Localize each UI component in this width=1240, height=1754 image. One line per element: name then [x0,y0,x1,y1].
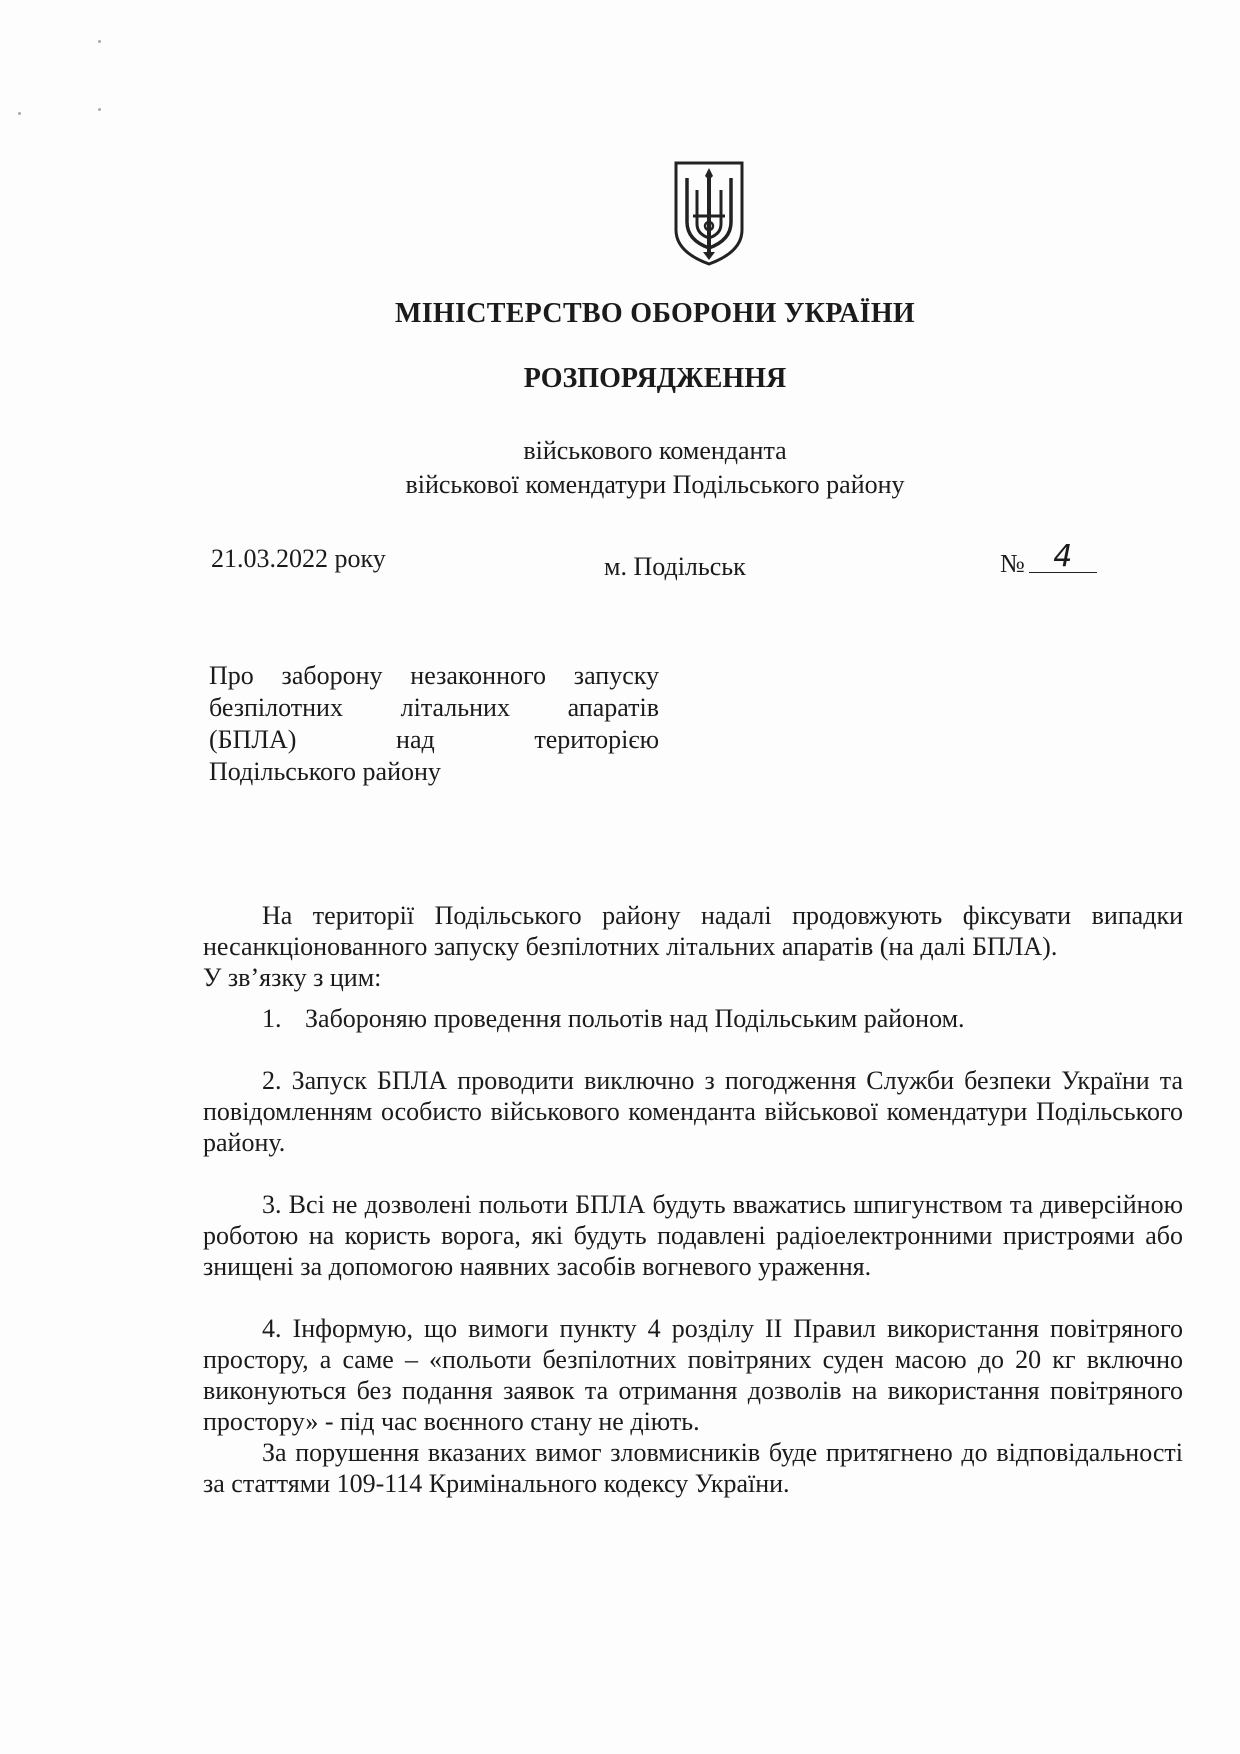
closing-paragraph: За порушення вказаних вимог зловмисників буде притягнено до відповідальності за статтями 109-114 Кримінального кодексу України. [203,1438,1183,1498]
issuer-line: військової комендатури Подільського району [405,470,905,499]
number-value: 4 [1029,542,1097,573]
document-city: м. Подільськ [604,552,746,581]
subject-line: Подільського району [209,757,441,786]
number-label: № [1000,549,1025,578]
issuer-line: військового коменданта [523,436,787,465]
list-item-text: Забороняю проведення польотів над Подільським районом. [305,1004,965,1033]
list-item-4: 4. Інформую, що вимоги пункту 4 розділу ІІ Правил використання повітряного простору, а саме – «польоти безпілотних повітряних суден масою до 20 кг включно виконуються без подання заявок та отримання дозволів на використання повітряного простору» - під час воєнного стану не діють. [203,1314,1183,1436]
subject-line: Про заборону незаконного запуску [209,661,659,690]
coat-of-arms-icon [673,160,745,266]
scan-speck [18,112,21,115]
list-item-1 [203,1003,1183,1034]
scan-speck [98,40,101,43]
document-subject [209,660,659,788]
ministry-title: МІНІСТЕРСТВО ОБОРОНИ УКРАЇНИ [395,298,915,329]
intro-tail: У зв’язку з цим: [203,963,382,992]
document-date: 21.03.2022 року [211,544,386,573]
document-type-title: РОЗПОРЯДЖЕННЯ [523,363,787,394]
document-body [203,900,1183,1499]
list-item-number: 1. [262,1004,282,1033]
intro-paragraph: На території Подільського району надалі продовжують фіксувати випадки несанкціонованного запуску безпілотних літальних апаратів (на далі БПЛА). [203,901,1183,961]
scan-speck [98,108,101,111]
issuer-block [0,434,1240,502]
subject-line: (БПЛА) над територією [209,725,659,754]
list-item-2: 2. Запуск БПЛА проводити виключно з погодження Служби безпеки України та повідомленням особисто військового коменданта військової комендатури Подільського району. [203,1066,1183,1157]
list-item-3: 3. Всі не дозволені польоти БПЛА будуть вважатись шпигунством та диверсійною роботою на користь ворога, які будуть подавлені радіоелектронними пристроями або знищені за допомогою наявних засобів вогневого ураження. [203,1190,1183,1281]
document-number [1000,539,1097,579]
subject-line: безпілотних літальних апаратів [209,693,659,722]
